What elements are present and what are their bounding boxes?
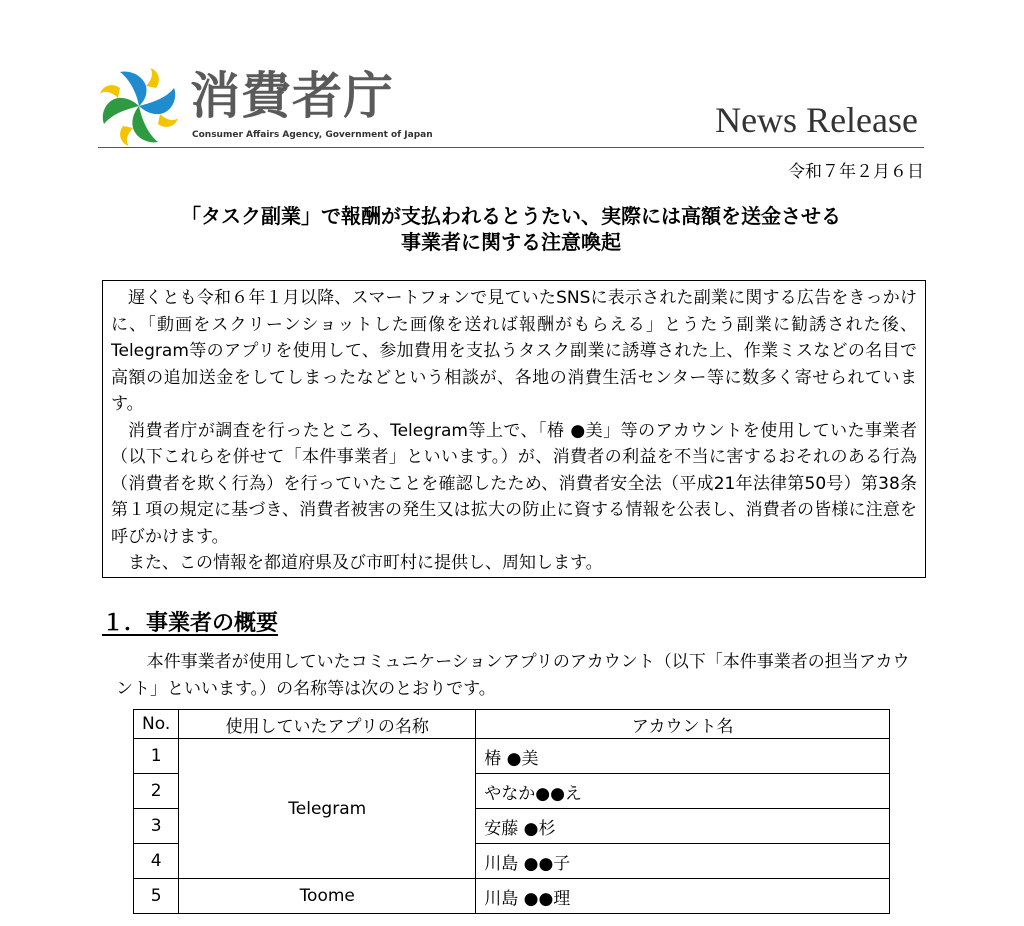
table-header-row	[134, 710, 890, 739]
section-heading: １．事業者の概要	[102, 611, 279, 636]
row-no: 2	[134, 774, 179, 809]
app-name-cell: Toome	[179, 879, 476, 914]
row-no: 5	[134, 879, 179, 914]
summary-paragraph: また、この情報を都道府県及び市町村に提供し、周知します。	[128, 553, 603, 573]
account-name-cell: 椿 ●美	[476, 739, 890, 774]
news-release-label: News Release	[715, 100, 918, 140]
agency-logo	[98, 68, 180, 146]
agency-english-name: Consumer Affairs Agency, Government of Japan	[192, 130, 433, 140]
header-no: No.	[134, 710, 179, 739]
release-date: 令和７年２月６日	[788, 162, 924, 182]
table-row	[134, 739, 890, 774]
logo-petals	[100, 68, 178, 146]
row-no: 3	[134, 809, 179, 844]
summary-paragraph: 消費者庁が調査を行ったところ、Telegram等上で、「椿 ●美」等のアカウントを使用していた事業者（以下これらを併せて「本件事業者」といいます。）が、消費者の利益を不当に害するおそれのある行為（消費者を欺く行為）を行っていたことを確認したため、消費者安全法（平成21年法律第50号）第38条第１項の規定に基づき、消費者被害の発生又は拡大の防止に資する情報を公表し、消費者の皆様に注意を呼びかけます。	[111, 420, 917, 547]
account-name-cell: 川島 ●●理	[476, 879, 890, 914]
table-row	[134, 879, 890, 914]
app-name-cell: Telegram	[179, 739, 476, 879]
header-app: 使用していたアプリの名称	[179, 710, 476, 739]
account-name-cell: 川島 ●●子	[476, 844, 890, 879]
row-no: 1	[134, 739, 179, 774]
title-line-2: 事業者に関する注意喚起	[401, 230, 621, 254]
title-line-1: 「タスク副業」で報酬が支払われるとうたい、実際には高額を送金させる	[181, 204, 841, 228]
header-divider	[98, 147, 924, 148]
header-account: アカウント名	[476, 710, 890, 739]
accounts-table	[133, 709, 890, 914]
section-intro: 本件事業者が使用していたコミュニケーションアプリのアカウント（以下「本件事業者の担当アカウント」といいます。）の名称等は次のとおりです。	[116, 652, 910, 699]
summary-box	[102, 280, 926, 578]
account-name-cell: やなか●●え	[476, 774, 890, 809]
summary-paragraph: 遅くとも令和６年１月以降、スマートフォンで見ていたSNSに表示された副業に関する広告をきっかけに、「動画をスクリーンショットした画像を送れば報酬がもらえる」とうたう副業に勧誘された後、Telegram等のアプリを使用して、参加費用を支払うタスク副業に誘導された上、作業ミスなどの名目で高額の追加送金をしてしまったなどという相談が、各地の消費生活センター等に数多く寄せられています。	[111, 288, 917, 414]
document-title	[98, 203, 924, 255]
row-no: 4	[134, 844, 179, 879]
account-name-cell: 安藤 ●杉	[476, 809, 890, 844]
agency-name: 消費者庁	[190, 67, 394, 125]
